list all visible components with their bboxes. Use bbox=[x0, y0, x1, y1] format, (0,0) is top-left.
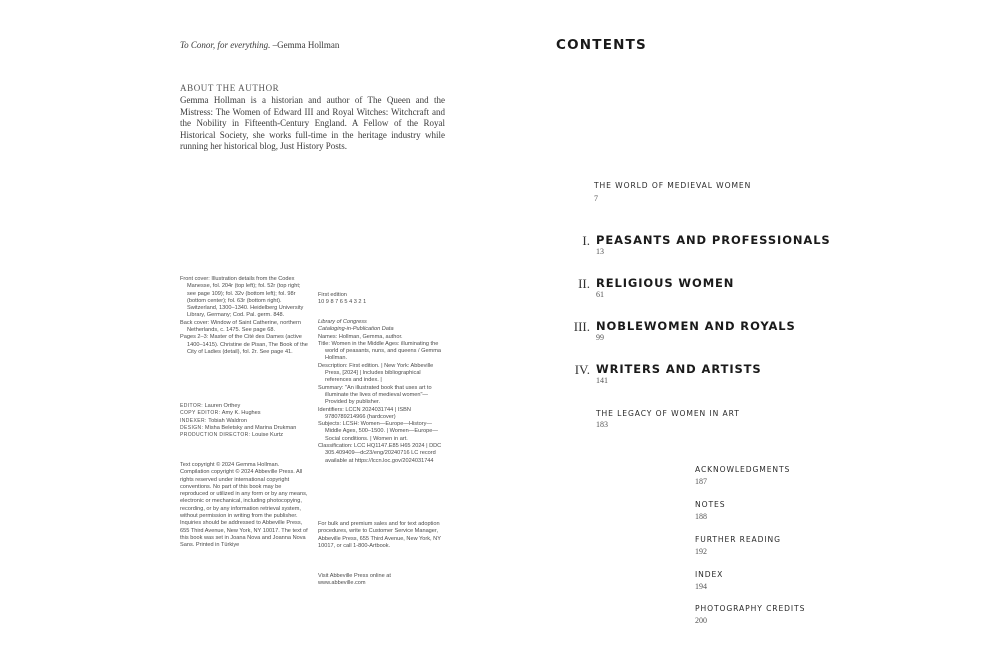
toc-intro-page: 7 bbox=[594, 194, 598, 203]
toc-part-numeral: IV. bbox=[574, 362, 590, 377]
back-cover-credit: Back cover: Window of Saint Catherine, northern Netherlands, c. 1475. See page 68. bbox=[180, 319, 301, 334]
staff-credits bbox=[180, 403, 308, 439]
toc-backmatter-page: 194 bbox=[695, 582, 707, 591]
about-author-heading: ABOUT THE AUTHOR bbox=[180, 83, 280, 93]
toc-backmatter-page: 200 bbox=[695, 616, 707, 625]
staff-line: EDITOR: Lauren Orthey bbox=[180, 403, 241, 409]
copyright-notice: Text copyright © 2024 Gemma Hollman. Compilation copyright © 2024 Abbeville Press. All rights reserved under international copyright conventions. No part of this book may be reproduced or utilized in any form or by any means, electronic or mechanical, including photocopying, recording, or by any information retrieval system, without permission in writing from the publisher. Inquiries should be addressed to Abbeville Press, 655 Third Avenue, New York, NY 10017. The text of this book was set in Joana Nova and Joanna Nova Sans. Printed in Türkiye bbox=[180, 462, 308, 549]
toc-backmatter-title: INDEX bbox=[695, 570, 724, 579]
cover-credits bbox=[180, 276, 308, 356]
dedication-author: –Gemma Hollman bbox=[272, 40, 340, 50]
toc-legacy-page: 183 bbox=[596, 420, 608, 429]
cip-classification: Classification: LCC HQ1147.E85 H65 2024 | DDC 305.409409—dc23/eng/20240716 LC record available at https://lccn.loc.gov/2024031744 bbox=[318, 443, 442, 464]
toc-part-title: WRITERS AND ARTISTS bbox=[596, 362, 762, 376]
pages-2-3-credit: Pages 2–3: Master of the Cité des Dames (active 1400–1415). Christine de Pisan, The Book of the City of Ladies (detail), fol. 2r. See page 41. bbox=[180, 334, 308, 355]
toc-legacy-title: THE LEGACY OF WOMEN IN ART bbox=[596, 409, 740, 418]
cip-heading: Library of Congress bbox=[318, 319, 367, 325]
front-cover-credit: Front cover: Illustration details from the Codex Manesse, fol. 204r (top left); fol. 52r (top right; see page 109); fol. 32v (bottom left); fol. 98r (bottom center); fol. 63r (bottom right). Switzerland, 1300–1340. Heidelberg University Library, Germany; Cod. Pal. germ. 848. bbox=[180, 276, 304, 319]
cip-description: Description: First edition. | New York: Abbeville Press, [2024] | Includes bibliographical references and index. | bbox=[318, 362, 434, 384]
contents-title: CONTENTS bbox=[556, 37, 647, 53]
toc-backmatter-page: 187 bbox=[695, 477, 707, 486]
toc-part-numeral: II. bbox=[578, 276, 590, 291]
cip-summary: Summary: "An illustrated book that uses art to illuminate the lives of medieval women"—Provided by publisher. bbox=[318, 384, 432, 406]
website-url: www.abbeville.com bbox=[318, 580, 366, 587]
toc-part-title: PEASANTS AND PROFESSIONALS bbox=[596, 233, 831, 247]
dedication-text: To Conor, for everything. bbox=[180, 40, 271, 50]
toc-backmatter-page: 188 bbox=[695, 512, 707, 521]
edition-numbers: 10 9 8 7 6 5 4 3 2 1 bbox=[318, 299, 367, 306]
visit-line: Visit Abbeville Press online at bbox=[318, 573, 391, 579]
toc-part-page: 141 bbox=[596, 376, 608, 385]
staff-line: PRODUCTION DIRECTOR: Louise Kurtz bbox=[180, 432, 284, 439]
toc-part-numeral: III. bbox=[573, 319, 590, 334]
cip-identifiers: Identifiers: LCCN 2024031744 | ISBN 9780789214966 (hardcover) bbox=[318, 406, 411, 420]
dedication bbox=[180, 40, 339, 50]
staff-line: COPY EDITOR: Amy K. Hughes bbox=[180, 410, 261, 417]
cip-title: Title: Women in the Middle Ages: illuminating the world of peasants, nuns, and queens / Gemma Hollman. bbox=[318, 340, 441, 362]
website-info bbox=[318, 573, 448, 588]
about-author-text: Gemma Hollman is a historian and author of The Queen and the Mistress: The Women of Edward III and Royal Witches: Witchcraft and the Nobility in Fifteenth-Century England. A Fellow of the Royal Historical Society, she works full-time in the heritage industry while running her historical blog, Just History Posts. bbox=[180, 95, 445, 151]
toc-backmatter-page: 192 bbox=[695, 547, 707, 556]
cip-names: Names: Hollman, Gemma, author. bbox=[318, 333, 403, 340]
edition-info bbox=[318, 292, 448, 307]
toc-part-page: 99 bbox=[596, 333, 604, 342]
cip-heading-2: Cataloging-in-Publication Data bbox=[318, 326, 394, 333]
toc-part-page: 61 bbox=[596, 290, 604, 299]
toc-part-title: RELIGIOUS WOMEN bbox=[596, 276, 735, 290]
toc-part-page: 13 bbox=[596, 247, 604, 256]
toc-part-title: NOBLEWOMEN AND ROYALS bbox=[596, 319, 796, 333]
cip-data bbox=[318, 319, 448, 465]
cip-subjects: Subjects: LCSH: Women—Europe—History—Middle Ages, 500–1500. | Women—Europe—Social conditions. | Women in art. bbox=[318, 421, 438, 442]
bulk-sales-info: For bulk and premium sales and for text adoption procedures, write to Customer Service Manager, Abbeville Press, 655 Third Avenue, New York, NY 10017, or call 1-800-Artbook. bbox=[318, 521, 441, 549]
staff-line: DESIGN: Misha Beletsky and Marina Drukman bbox=[180, 424, 297, 431]
toc-backmatter-title: PHOTOGRAPHY CREDITS bbox=[695, 604, 806, 613]
toc-backmatter-title: ACKNOWLEDGMENTS bbox=[695, 465, 791, 474]
toc-intro-title: THE WORLD OF MEDIEVAL WOMEN bbox=[594, 181, 752, 190]
toc-part-numeral: I. bbox=[582, 233, 590, 248]
staff-line: INDEXER: Tobiah Waldron bbox=[180, 417, 247, 424]
toc-backmatter-title: FURTHER READING bbox=[695, 535, 781, 544]
edition-label: First edition bbox=[318, 292, 347, 298]
toc-backmatter-title: NOTES bbox=[695, 500, 726, 509]
